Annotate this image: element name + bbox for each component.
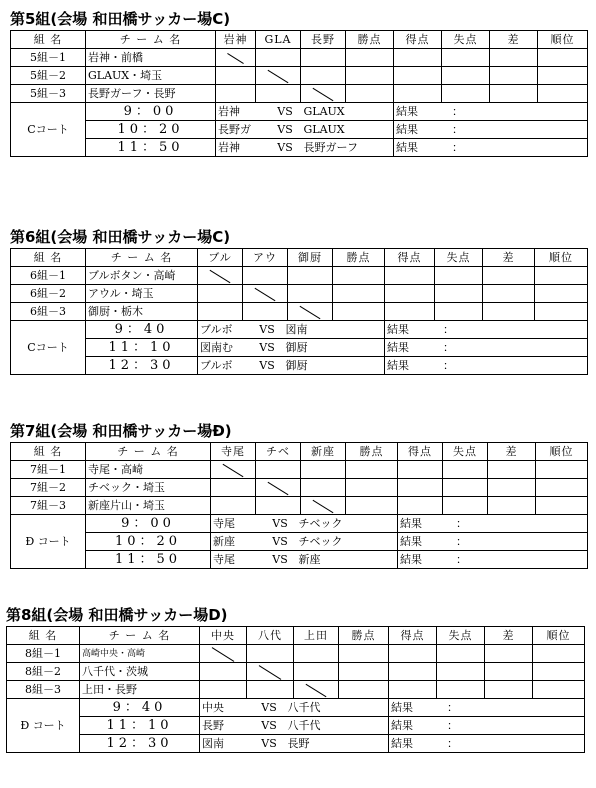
match-time: 10：20 <box>86 121 216 139</box>
header-group: 組 名 <box>11 31 86 49</box>
header-goals-for: 得点 <box>394 31 442 49</box>
match-vs: VS <box>277 140 293 154</box>
header-goals-for: 得点 <box>389 627 437 645</box>
match-team-a: ブルボ <box>200 358 233 372</box>
match-team-a: 長野 <box>202 718 224 732</box>
header-goals-against: 失点 <box>437 627 485 645</box>
match-teams <box>216 139 394 157</box>
result-label: 結果 <box>396 140 418 154</box>
match-teams <box>198 339 385 357</box>
match-vs: VS <box>259 340 275 354</box>
match-row <box>7 717 585 735</box>
result-colon: ： <box>456 552 467 566</box>
self-match-cell <box>301 497 346 515</box>
match-team-a: 図南 <box>202 736 224 750</box>
team-row <box>11 85 588 103</box>
match-team-b: GLAUX <box>303 104 345 118</box>
match-row <box>7 735 585 753</box>
header-row <box>11 31 588 49</box>
match-result <box>385 339 588 357</box>
match-row <box>11 103 588 121</box>
header-goals-against: 失点 <box>442 31 490 49</box>
match-time: 12：30 <box>80 735 200 753</box>
team-name: 長野ガーフ・長野 <box>86 85 216 103</box>
match-teams <box>216 103 394 121</box>
court-label: Cコート <box>11 321 86 375</box>
result-label: 結果 <box>387 358 409 372</box>
match-vs: VS <box>277 122 293 136</box>
team-name: 上田・長野 <box>80 681 200 699</box>
court-label: Cコート <box>11 103 86 157</box>
match-result <box>394 139 588 157</box>
result-label: 結果 <box>387 322 409 336</box>
match-result <box>394 103 588 121</box>
match-team-b: 八千代 <box>287 700 321 714</box>
result-colon: ： <box>452 104 463 118</box>
match-team-b: 長野ガーフ <box>303 140 358 154</box>
header-points: 勝点 <box>333 249 385 267</box>
match-team-a: 長野ガ <box>218 122 251 136</box>
match-row <box>7 699 585 717</box>
match-row <box>11 551 588 569</box>
match-team-b: チベック <box>298 516 343 530</box>
self-match-cell <box>288 303 333 321</box>
team-id: 6組－2 <box>11 285 86 303</box>
group-7-title: 第7組(会場 和田橋サッカー場Ð) <box>10 422 232 440</box>
header-diff: 差 <box>488 443 536 461</box>
team-row <box>11 285 588 303</box>
match-time: 9：00 <box>86 515 211 533</box>
team-id: 8組－2 <box>7 663 80 681</box>
team-row <box>11 67 588 85</box>
match-result <box>389 717 585 735</box>
result-label: 結果 <box>391 700 413 714</box>
header-rank: 順位 <box>536 443 588 461</box>
header-rank: 順位 <box>538 31 588 49</box>
team-row <box>11 461 588 479</box>
match-teams <box>200 735 389 753</box>
match-row <box>11 339 588 357</box>
header-opp-2: GLA <box>256 31 301 49</box>
team-id: 7組－2 <box>11 479 86 497</box>
match-teams <box>200 699 389 717</box>
match-teams <box>200 717 389 735</box>
match-teams <box>211 551 398 569</box>
result-label: 結果 <box>391 718 413 732</box>
team-name: 岩神・前橋 <box>86 49 216 67</box>
match-team-b: 長野 <box>287 736 310 750</box>
match-team-a: 新座 <box>213 534 235 548</box>
match-result <box>394 121 588 139</box>
match-row <box>11 139 588 157</box>
team-row <box>11 303 588 321</box>
court-label: Ð コート <box>7 699 80 753</box>
header-opp-1: ブル <box>198 249 243 267</box>
result-label: 結果 <box>387 340 409 354</box>
header-goals-for: 得点 <box>398 443 443 461</box>
header-opp-2: アウ <box>243 249 288 267</box>
result-label: 結果 <box>400 534 422 548</box>
header-team: チ ー ム 名 <box>86 249 198 267</box>
header-opp-1: 寺尾 <box>211 443 256 461</box>
match-team-b: 図南 <box>285 322 308 336</box>
match-vs: VS <box>259 322 275 336</box>
self-match-cell <box>243 285 288 303</box>
header-row <box>11 443 588 461</box>
team-name: 八千代・茨城 <box>80 663 200 681</box>
self-match-cell <box>198 267 243 285</box>
match-time: 10：20 <box>86 533 211 551</box>
team-id: 8組－1 <box>7 645 80 663</box>
self-match-cell <box>200 645 247 663</box>
match-vs: VS <box>272 516 288 530</box>
match-result <box>389 735 585 753</box>
match-time: 11：50 <box>86 551 211 569</box>
match-team-b: 御厨 <box>285 358 308 372</box>
match-row <box>11 515 588 533</box>
header-points: 勝点 <box>346 31 394 49</box>
header-rank: 順位 <box>535 249 588 267</box>
match-team-a: 寺尾 <box>213 552 235 566</box>
header-team: チ ー ム 名 <box>80 627 200 645</box>
team-id: 6組－3 <box>11 303 86 321</box>
header-row <box>7 627 585 645</box>
team-name: GLAUX・埼玉 <box>86 67 216 85</box>
match-team-a: ブルボ <box>200 322 233 336</box>
team-id: 5組－2 <box>11 67 86 85</box>
group-6-title: 第6組(会場 和田橋サッカー場C) <box>10 228 231 246</box>
group-8-table <box>6 626 585 753</box>
match-result <box>389 699 585 717</box>
match-time: 12：30 <box>86 357 198 375</box>
match-time: 9：00 <box>86 103 216 121</box>
team-id: 7組－3 <box>11 497 86 515</box>
team-id: 7組－1 <box>11 461 86 479</box>
result-colon: ： <box>456 534 467 548</box>
match-vs: VS <box>261 700 277 714</box>
header-opp-1: 中央 <box>200 627 247 645</box>
header-diff: 差 <box>485 627 533 645</box>
group-7-table <box>10 442 588 569</box>
match-team-b: 新座 <box>298 552 321 566</box>
result-colon: ： <box>443 358 454 372</box>
header-opp-2: チベ <box>256 443 301 461</box>
result-colon: ： <box>443 322 454 336</box>
group-6-table <box>10 248 588 375</box>
group-5-table <box>10 30 588 157</box>
result-colon: ： <box>456 516 467 530</box>
self-match-cell <box>256 67 301 85</box>
match-time: 11：10 <box>80 717 200 735</box>
self-match-cell <box>256 479 301 497</box>
match-team-b: 八千代 <box>287 718 321 732</box>
match-team-b: GLAUX <box>303 122 345 136</box>
team-name: 高崎中央・高崎 <box>80 645 200 663</box>
header-opp-2: 八代 <box>247 627 294 645</box>
match-vs: VS <box>261 736 277 750</box>
group-8-title: 第8組(会場 和田橋サッカー場D) <box>6 606 228 624</box>
match-teams <box>198 357 385 375</box>
match-teams <box>211 533 398 551</box>
header-group: 組 名 <box>7 627 80 645</box>
match-team-a: 中央 <box>202 700 224 714</box>
match-row <box>11 533 588 551</box>
self-match-cell <box>211 461 256 479</box>
result-label: 結果 <box>396 104 418 118</box>
group-5-title: 第5組(会場 和田橋サッカー場C) <box>10 10 231 28</box>
match-teams <box>216 121 394 139</box>
team-name: 寺尾・高崎 <box>86 461 211 479</box>
self-match-cell <box>247 663 294 681</box>
team-row <box>11 267 588 285</box>
header-opp-3: 新座 <box>301 443 346 461</box>
match-vs: VS <box>272 534 288 548</box>
result-colon: ： <box>452 140 463 154</box>
team-name: ブルボタン・高崎 <box>86 267 198 285</box>
team-name: チベック・埼玉 <box>86 479 211 497</box>
header-team: チ ー ム 名 <box>86 31 216 49</box>
match-result <box>398 551 588 569</box>
match-time: 11：10 <box>86 339 198 357</box>
match-result <box>385 357 588 375</box>
result-colon: ： <box>447 700 458 714</box>
header-row <box>11 249 588 267</box>
team-row <box>7 663 585 681</box>
match-team-a: 岩神 <box>218 140 240 154</box>
header-points: 勝点 <box>346 443 398 461</box>
court-label: Ð コート <box>11 515 86 569</box>
header-goals-for: 得点 <box>385 249 435 267</box>
match-team-b: 御厨 <box>285 340 308 354</box>
self-match-cell <box>301 85 346 103</box>
header-opp-3: 上田 <box>294 627 339 645</box>
header-opp-1: 岩神 <box>216 31 256 49</box>
result-colon: ： <box>443 340 454 354</box>
match-time: 11：50 <box>86 139 216 157</box>
team-row <box>7 681 585 699</box>
match-row <box>11 357 588 375</box>
match-row <box>11 321 588 339</box>
team-row <box>11 49 588 67</box>
team-row <box>11 479 588 497</box>
header-rank: 順位 <box>533 627 585 645</box>
self-match-cell <box>216 49 256 67</box>
header-group: 組 名 <box>11 443 86 461</box>
header-opp-3: 御厨 <box>288 249 333 267</box>
match-teams <box>198 321 385 339</box>
match-team-a: 図南む <box>200 340 233 354</box>
match-result <box>398 533 588 551</box>
team-name: 御厨・栃木 <box>86 303 198 321</box>
team-row <box>7 645 585 663</box>
result-colon: ： <box>452 122 463 136</box>
result-label: 結果 <box>391 736 413 750</box>
match-team-a: 岩神 <box>218 104 240 118</box>
team-id: 5組－1 <box>11 49 86 67</box>
team-name: アウル・埼玉 <box>86 285 198 303</box>
header-diff: 差 <box>490 31 538 49</box>
header-goals-against: 失点 <box>435 249 483 267</box>
team-name: 新座片山・埼玉 <box>86 497 211 515</box>
match-team-b: チベック <box>298 534 343 548</box>
header-group: 組 名 <box>11 249 86 267</box>
match-vs: VS <box>259 358 275 372</box>
match-teams <box>211 515 398 533</box>
result-label: 結果 <box>400 552 422 566</box>
match-result <box>398 515 588 533</box>
header-diff: 差 <box>483 249 535 267</box>
result-label: 結果 <box>400 516 422 530</box>
match-result <box>385 321 588 339</box>
header-goals-against: 失点 <box>443 443 488 461</box>
match-row <box>11 121 588 139</box>
header-team: チ ー ム 名 <box>86 443 211 461</box>
team-id: 8組－3 <box>7 681 80 699</box>
match-vs: VS <box>277 104 293 118</box>
header-points: 勝点 <box>339 627 389 645</box>
team-row <box>11 497 588 515</box>
result-colon: ： <box>447 718 458 732</box>
match-time: 9：40 <box>86 321 198 339</box>
team-id: 5組－3 <box>11 85 86 103</box>
match-time: 9：40 <box>80 699 200 717</box>
result-colon: ： <box>447 736 458 750</box>
match-team-a: 寺尾 <box>213 516 235 530</box>
match-vs: VS <box>272 552 288 566</box>
match-vs: VS <box>261 718 277 732</box>
self-match-cell <box>294 681 339 699</box>
header-opp-3: 長野 <box>301 31 346 49</box>
result-label: 結果 <box>396 122 418 136</box>
team-id: 6組－1 <box>11 267 86 285</box>
